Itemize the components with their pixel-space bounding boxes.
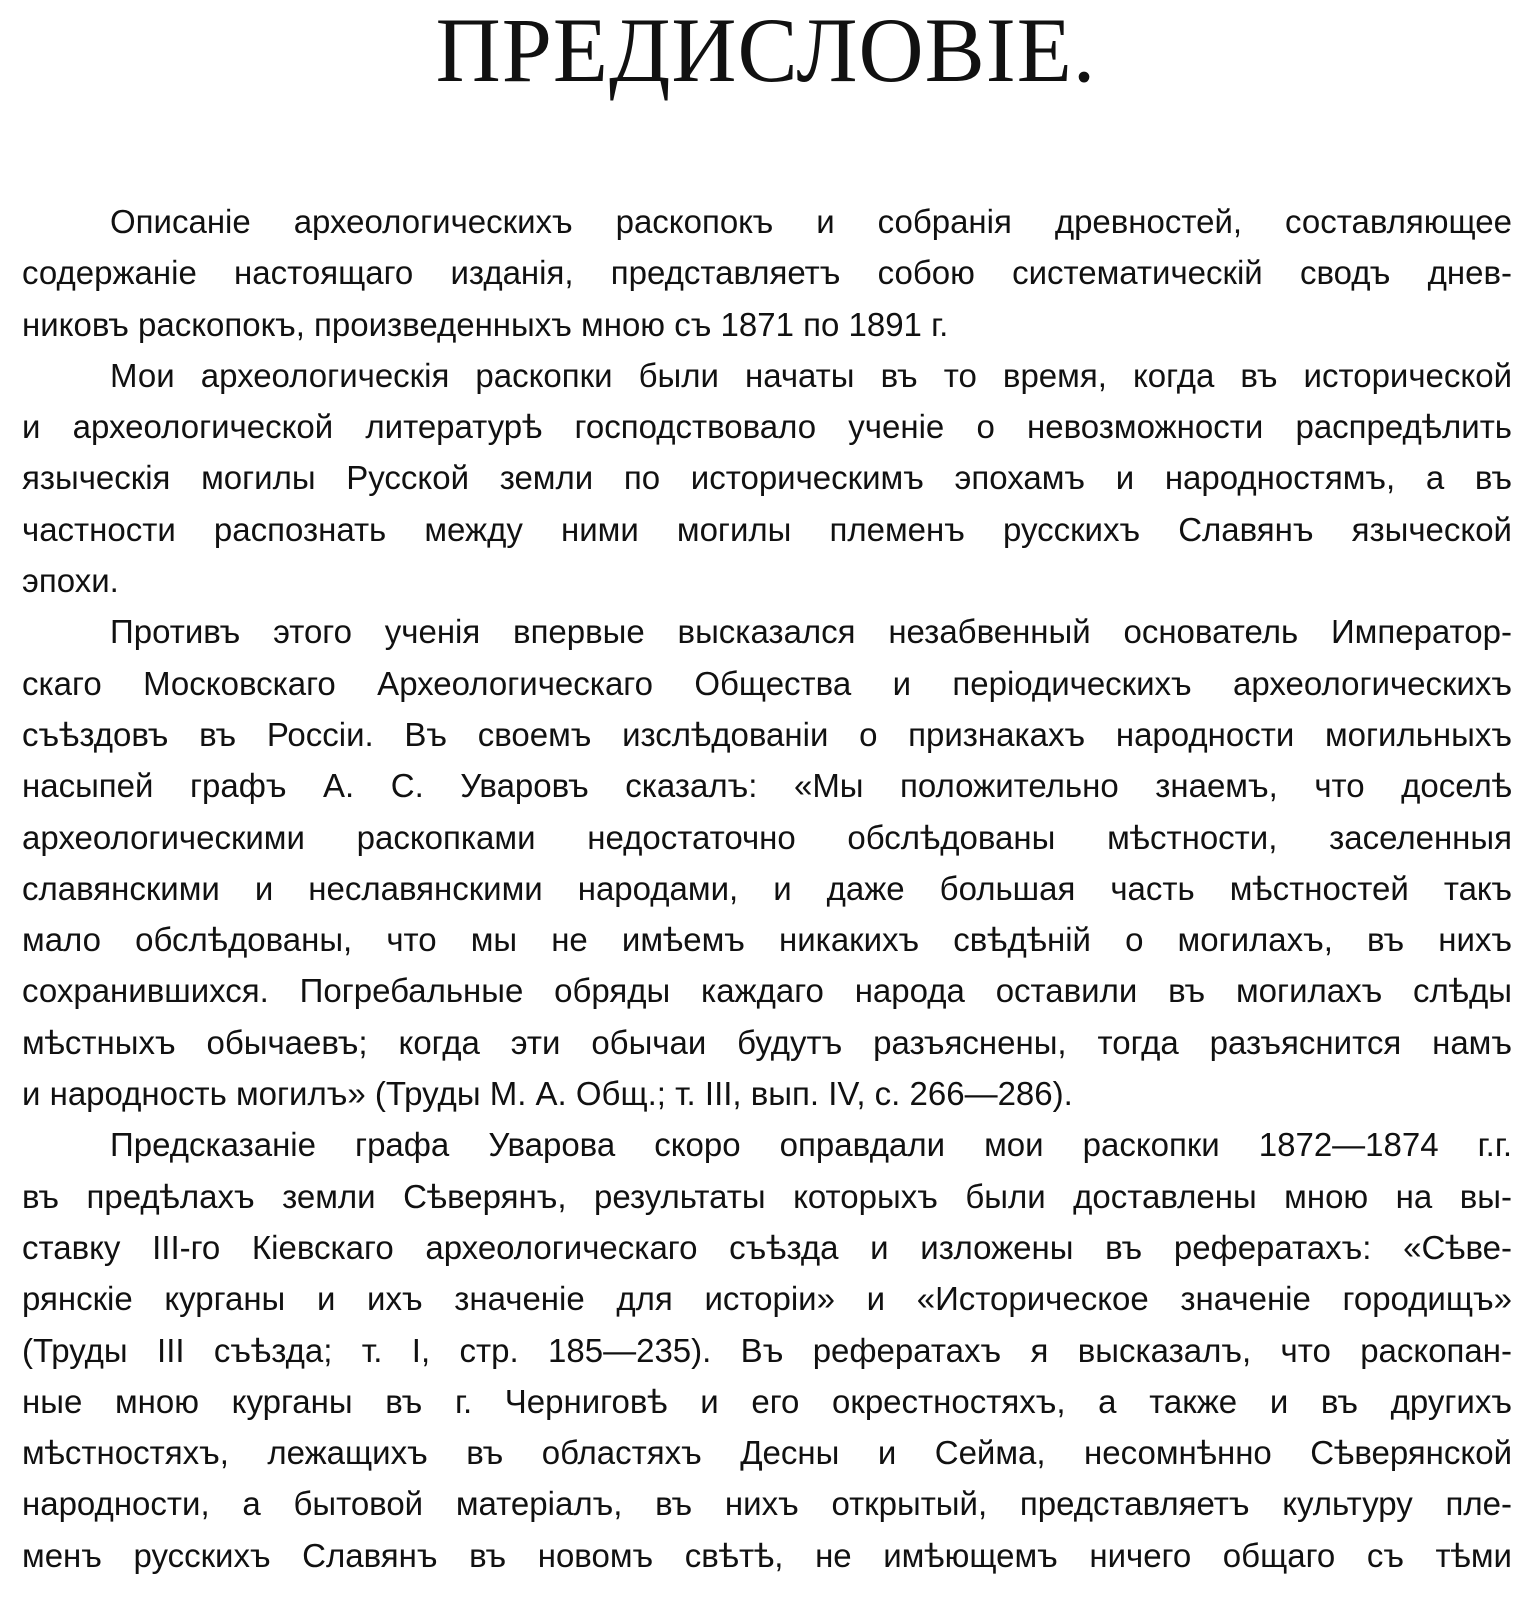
text-line: частности распознать между ними могилы племенъ русскихъ Славянъ языческой	[22, 510, 1512, 548]
text-line: и народность могилъ» (Труды М. А. Общ.; т. III, вып. IV, с. 266—286).	[22, 1075, 1073, 1113]
text-line: археологическими раскопками недостаточно обслѣдованы мѣстности, заселенныя	[22, 818, 1512, 856]
text-line: содержаніе настоящаго изданія, представляетъ собою систематическій сводъ днев-	[22, 254, 1512, 292]
text-line: ставку III-го Кіевскаго археологическаго съѣзда и изложены въ рефератахъ: «Сѣве-	[22, 1228, 1512, 1266]
text-line: скаго Московскаго Археологическаго Общества и періодическихъ археологическихъ	[22, 664, 1512, 702]
text-line: съѣздовъ въ Россіи. Въ своемъ изслѣдованіи о признакахъ народности могильныхъ	[22, 715, 1512, 753]
text-line: эпохи.	[22, 562, 119, 600]
text-line: въ предѣлахъ земли Сѣверянъ, результаты которыхъ были доставлены мною на вы-	[22, 1177, 1512, 1215]
text-line: славянскими и неславянскими народами, и даже большая часть мѣстностей такъ	[22, 869, 1512, 907]
text-line: ные мною курганы въ г. Черниговѣ и его окрестностяхъ, а также и въ другихъ	[22, 1382, 1512, 1420]
text-line: рянскіе курганы и ихъ значеніе для исторіи» и «Историческое значеніе городищъ»	[22, 1280, 1512, 1318]
paragraph-4	[22, 1119, 1512, 1581]
text-line: (Труды III съѣзда; т. I, стр. 185—235). Въ рефератахъ я высказалъ, что раскопан-	[22, 1331, 1512, 1369]
page-title: ПРЕДИСЛОВІЕ.	[435, 0, 1097, 101]
text-line: языческія могилы Русской земли по историческимъ эпохамъ и народностямъ, а въ	[22, 459, 1512, 497]
text-line: Мои археологическія раскопки были начаты въ то время, когда въ исторической	[110, 356, 1512, 394]
paragraph-1	[22, 196, 1512, 350]
text-line: Противъ этого ученія впервые высказался незабвенный основатель Император-	[110, 613, 1512, 651]
text-line: народности, а бытовой матеріалъ, въ нихъ открытый, представляетъ культуру пле-	[22, 1485, 1512, 1523]
text-line: Предсказаніе графа Уварова скоро оправдали мои раскопки 1872—1874 г.г.	[110, 1126, 1512, 1164]
paragraph-2	[22, 350, 1512, 606]
text-line: менъ русскихъ Славянъ въ новомъ свѣтѣ, не имѣющемъ ничего общаго съ тѣми	[22, 1536, 1512, 1574]
text-line: и археологической литературѣ господствовало ученіе о невозможности распредѣлить	[22, 408, 1512, 446]
text-line: Описаніе археологическихъ раскопокъ и собранія древностей, составляющее	[110, 203, 1512, 240]
body-text	[22, 196, 1512, 1581]
paragraph-3	[22, 606, 1512, 1119]
text-line: сохранившихся. Погребальные обряды каждаго народа оставили въ могилахъ слѣды	[22, 972, 1512, 1010]
text-line: никовъ раскопокъ, произведенныхъ мною съ 1871 по 1891 г.	[22, 305, 949, 343]
text-line: насыпей графъ А. С. Уваровъ сказалъ: «Мы положительно знаемъ, что доселѣ	[22, 767, 1512, 805]
text-line: мѣстныхъ обычаевъ; когда эти обычаи будутъ разъяснены, тогда разъяснится намъ	[22, 1023, 1512, 1061]
text-line: мало обслѣдованы, что мы не имѣемъ никакихъ свѣдѣній о могилахъ, въ нихъ	[22, 921, 1512, 959]
text-line: мѣстностяхъ, лежащихъ въ областяхъ Десны и Сейма, несомнѣнно Сѣверянской	[22, 1434, 1512, 1472]
